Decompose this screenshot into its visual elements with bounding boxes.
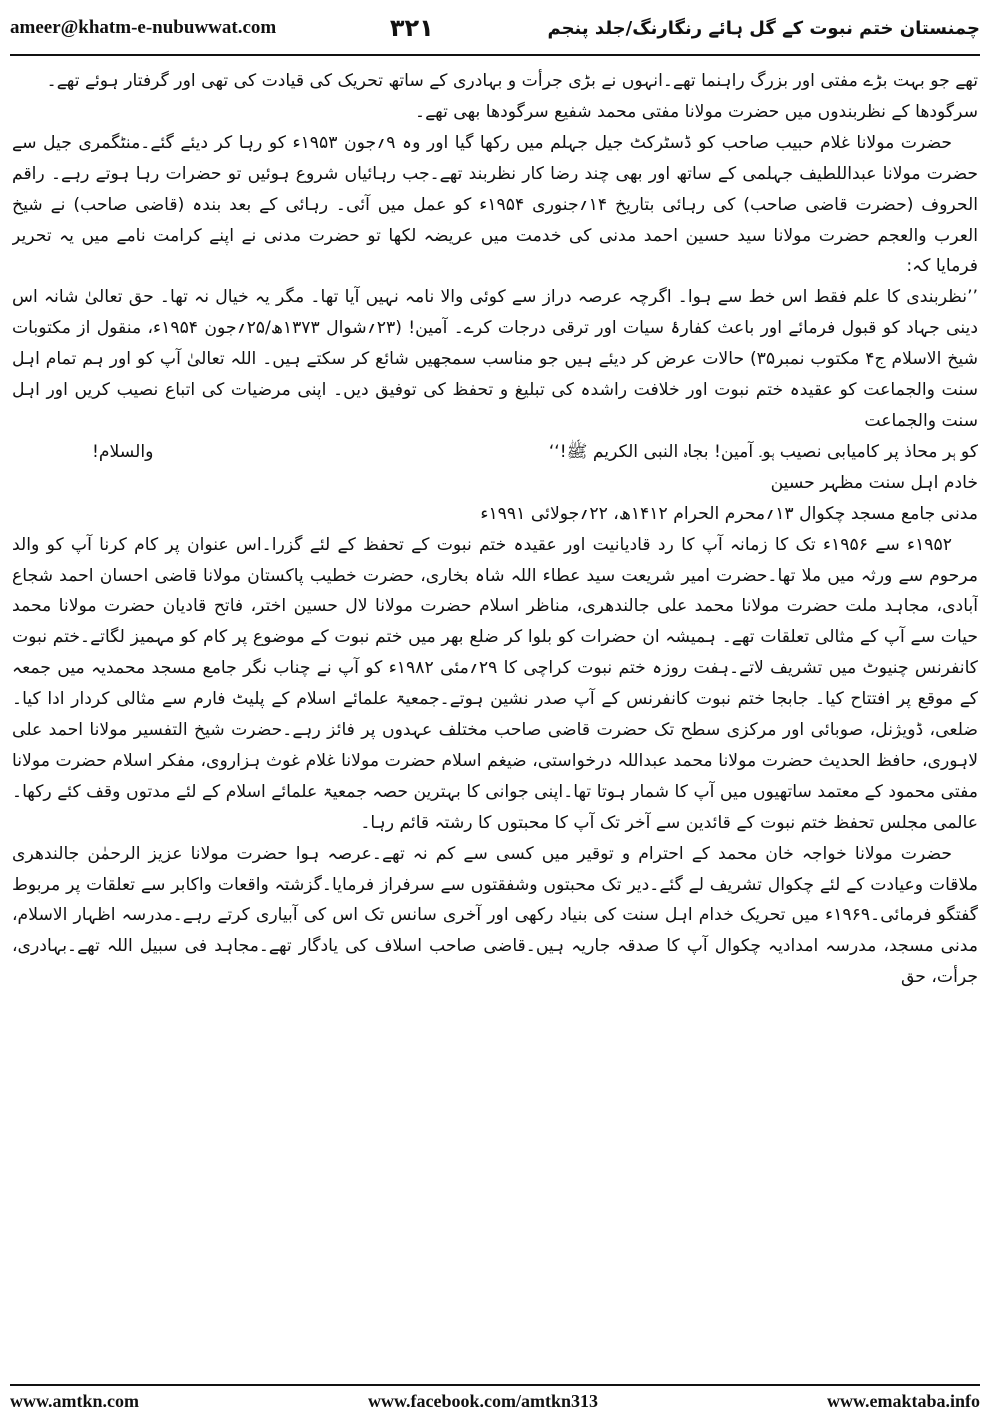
footer-link-emaktaba[interactable]: www.emaktaba.info bbox=[826, 1390, 980, 1411]
header-divider bbox=[10, 54, 980, 56]
salutation: والسلام! bbox=[92, 441, 154, 462]
page-footer bbox=[10, 1388, 980, 1414]
footer-link-amtkn[interactable]: www.amtkn.com bbox=[10, 1390, 139, 1411]
signature-place-date: مدنی جامع مسجد چکوال ۱۳؍محرم الحرام ۱۴۱۲ھ، ۲۲؍جولائی ۱۹۹۱ء bbox=[480, 503, 978, 524]
paragraph-6: حضرت مولانا خواجہ خان محمد کے احترام و توقیر میں کسی سے کم نہ تھے۔عرصہ ہوا حضرت مولانا عزیز الرحمٰن جالندھری ملاقات وعیادت کے لئے چکوال تشریف لے گئے۔دیر تک محبتوں وشفقتوں سے سرفراز فرمایا۔گزشتہ واقعات واکابر سے تعلقات پر مربوط گفتگو فرمائی۔۱۹۶۹ء میں تحریک خدام اہل سنت کی بنیاد رکھی اور آخری سانس تک اس کی آبیاری کرتے رہے۔مدرسہ اظہار الاسلام، مدنی مسجد، مدرسہ امدادیہ چکوال آپ کا صدقہ جاریہ ہیں۔قاضی صاحب اسلاف کی یادگار تھے۔مجاہد فی سبیل اللہ تھے۔بہادری، جرأت، حق bbox=[12, 843, 978, 988]
paragraph-1: تھے جو بہت بڑے مفتی اور بزرگ راہنما تھے۔انہوں نے بڑی جرأت و بہادری کے ساتھ تحریک کی قیادت کی تھی اور گرفتار ہوئے تھے۔ bbox=[46, 71, 978, 91]
quote-ending: کو ہر محاذ پر کامیابی نصیب ہو۔ آمین! بجاہ النبی الکریم ﷺ!‘‘ bbox=[548, 441, 978, 462]
footer-divider bbox=[10, 1384, 980, 1386]
page-number: ۳۲۱ bbox=[389, 14, 434, 42]
footer-link-facebook[interactable]: www.facebook.com/amtkn313 bbox=[367, 1390, 598, 1411]
paragraph-2: سرگودھا کے نظربندوں میں حضرت مولانا مفتی محمد شفیع سرگودھا بھی تھے۔ bbox=[415, 101, 978, 122]
paragraph-5: ۱۹۵۲ء سے ۱۹۵۶ء تک کا زمانہ آپ کا رد قادیانیت اور عقیدہ ختم نبوت کے تحفظ کے لئے گزرا۔اس عنوان پر کام کرنا آپ کو والد مرحوم سے ورثہ میں ملا تھا۔حضرت امیر شریعت سید عطاء اللہ شاہ بخاری، حضرت خطیب پاکستان مولانا قاضی احسان احمد شجاع آبادی، مجاہد ملت حضرت مولانا محمد علی جالندھری، مناظر اسلام حضرت مولانا لال حسین اختر، فاتح قادیان حضرت مولانا محمد حیات سے آپ کے مثالی تعلقات تھے۔ ہمیشہ ان حضرات کو بلوا کر ضلع بھر میں ختم نبوت کے موضوع پر کام کو مہمیز لگاتے۔ختم نبوت کانفرنس چنیوٹ میں تشریف لاتے۔ہفت روزہ ختم نبوت کراچی کا ۲۹؍مئی ۱۹۸۲ء کو آپ نے چناب نگر جامع مسجد محمدیہ میں جمعہ کے موقع پر افتتاح کیا۔ جابجا ختم نبوت کانفرنس کے آپ صدر نشین ہوتے۔جمعیۃ علمائے اسلام کے پلیٹ فارم سے مثالی کردار ادا کیا۔ ضلعی، ڈویژنل، صوبائی اور مرکزی سطح تک حضرت قاضی صاحب مختلف عہدوں پر فائز رہے۔حضرت شیخ التفسیر مولانا احمد علی لاہوری، حافظ الحدیث حضرت مولانا محمد عبداللہ درخواستی، ضیغم اسلام حضرت مولانا غلام غوث ہزاروی، مفکر اسلام حضرت مولانا مفتی محمود کے معتمد ساتھیوں میں آپ کا شمار ہوتا تھا۔اپنی جوانی کا بہترین حصہ جمعیۃ علمائے اسلام کے لئے مدتوں وقف کئے رکھا۔ عالمی مجلس تحفظ ختم نبوت کے قائدین سے آخر تک آپ کا محبتوں کا رشتہ قائم رہا۔ bbox=[12, 534, 978, 833]
page-body bbox=[12, 66, 978, 1372]
quote-ending-row bbox=[12, 437, 978, 468]
page-header bbox=[10, 8, 980, 48]
signature-name: خادم اہل سنت مظہر حسین bbox=[770, 472, 978, 493]
paragraph-3: حضرت مولانا غلام حبیب صاحب کو ڈسٹرکٹ جیل جہلم میں رکھا گیا اور وہ ۹؍جون ۱۹۵۳ء کو رہا کر دیئے گئے۔منٹگمری جیل سے حضرت مولانا عبداللطیف جہلمی کے ساتھ اور بھی چند رضا کار نظربند تھے۔جب رہائیاں شروع ہوئیں تو حضرات رہا ہوتے رہے۔ راقم الحروف (حضرت قاضی صاحب) کی رہائی بتاریخ ۱۴؍جنوری ۱۹۵۴ء کو عمل میں آئی۔ رہائی کے بعد بندہ (قاضی صاحب) نے شیخ العرب والعجم حضرت مولانا سید حسین احمد مدنی کی خدمت میں عریضہ لکھا تو حضرت مدنی نے اپنے کرامت نامے میں یہ تحریر فرمایا کہ: bbox=[12, 132, 978, 277]
header-email[interactable]: ameer@khatm-e-nubuwwat.com bbox=[10, 17, 277, 38]
quote-paragraph: ’’نظربندی کا علم فقط اس خط سے ہوا۔ اگرچہ عرصہ دراز سے کوئی والا نامہ نہیں آیا تھا۔ مگر یہ خیال نہ تھا۔ حق تعالیٰ شانہ اس دینی جہاد کو قبول فرمائے اور باعث کفارۂ سیات اور ترقی درجات کرے۔ آمین! (۲۳؍شوال ۱۳۷۳ھ/۲۵؍جون ۱۹۵۴ء، منقول از مکتوبات شیخ الاسلام ج۴ مکتوب نمبر۳۵) حالات عرض کر دیئے ہیں جو مناسب سمجھیں شائع کر سکتے ہیں۔ اللہ تعالیٰ آپ کو اور ہم تمام اہل سنت والجماعت کو عقیدہ ختم نبوت اور خلافت راشدہ کی تبلیغ و تحفظ کی توفیق دیں۔ اپنی مرضیات کی اتباع نصیب کریں اور اہل سنت والجماعت bbox=[12, 287, 978, 431]
book-title: چمنستان ختم نبوت کے گل ہائے رنگارنگ/جلد پنجم bbox=[547, 17, 980, 39]
